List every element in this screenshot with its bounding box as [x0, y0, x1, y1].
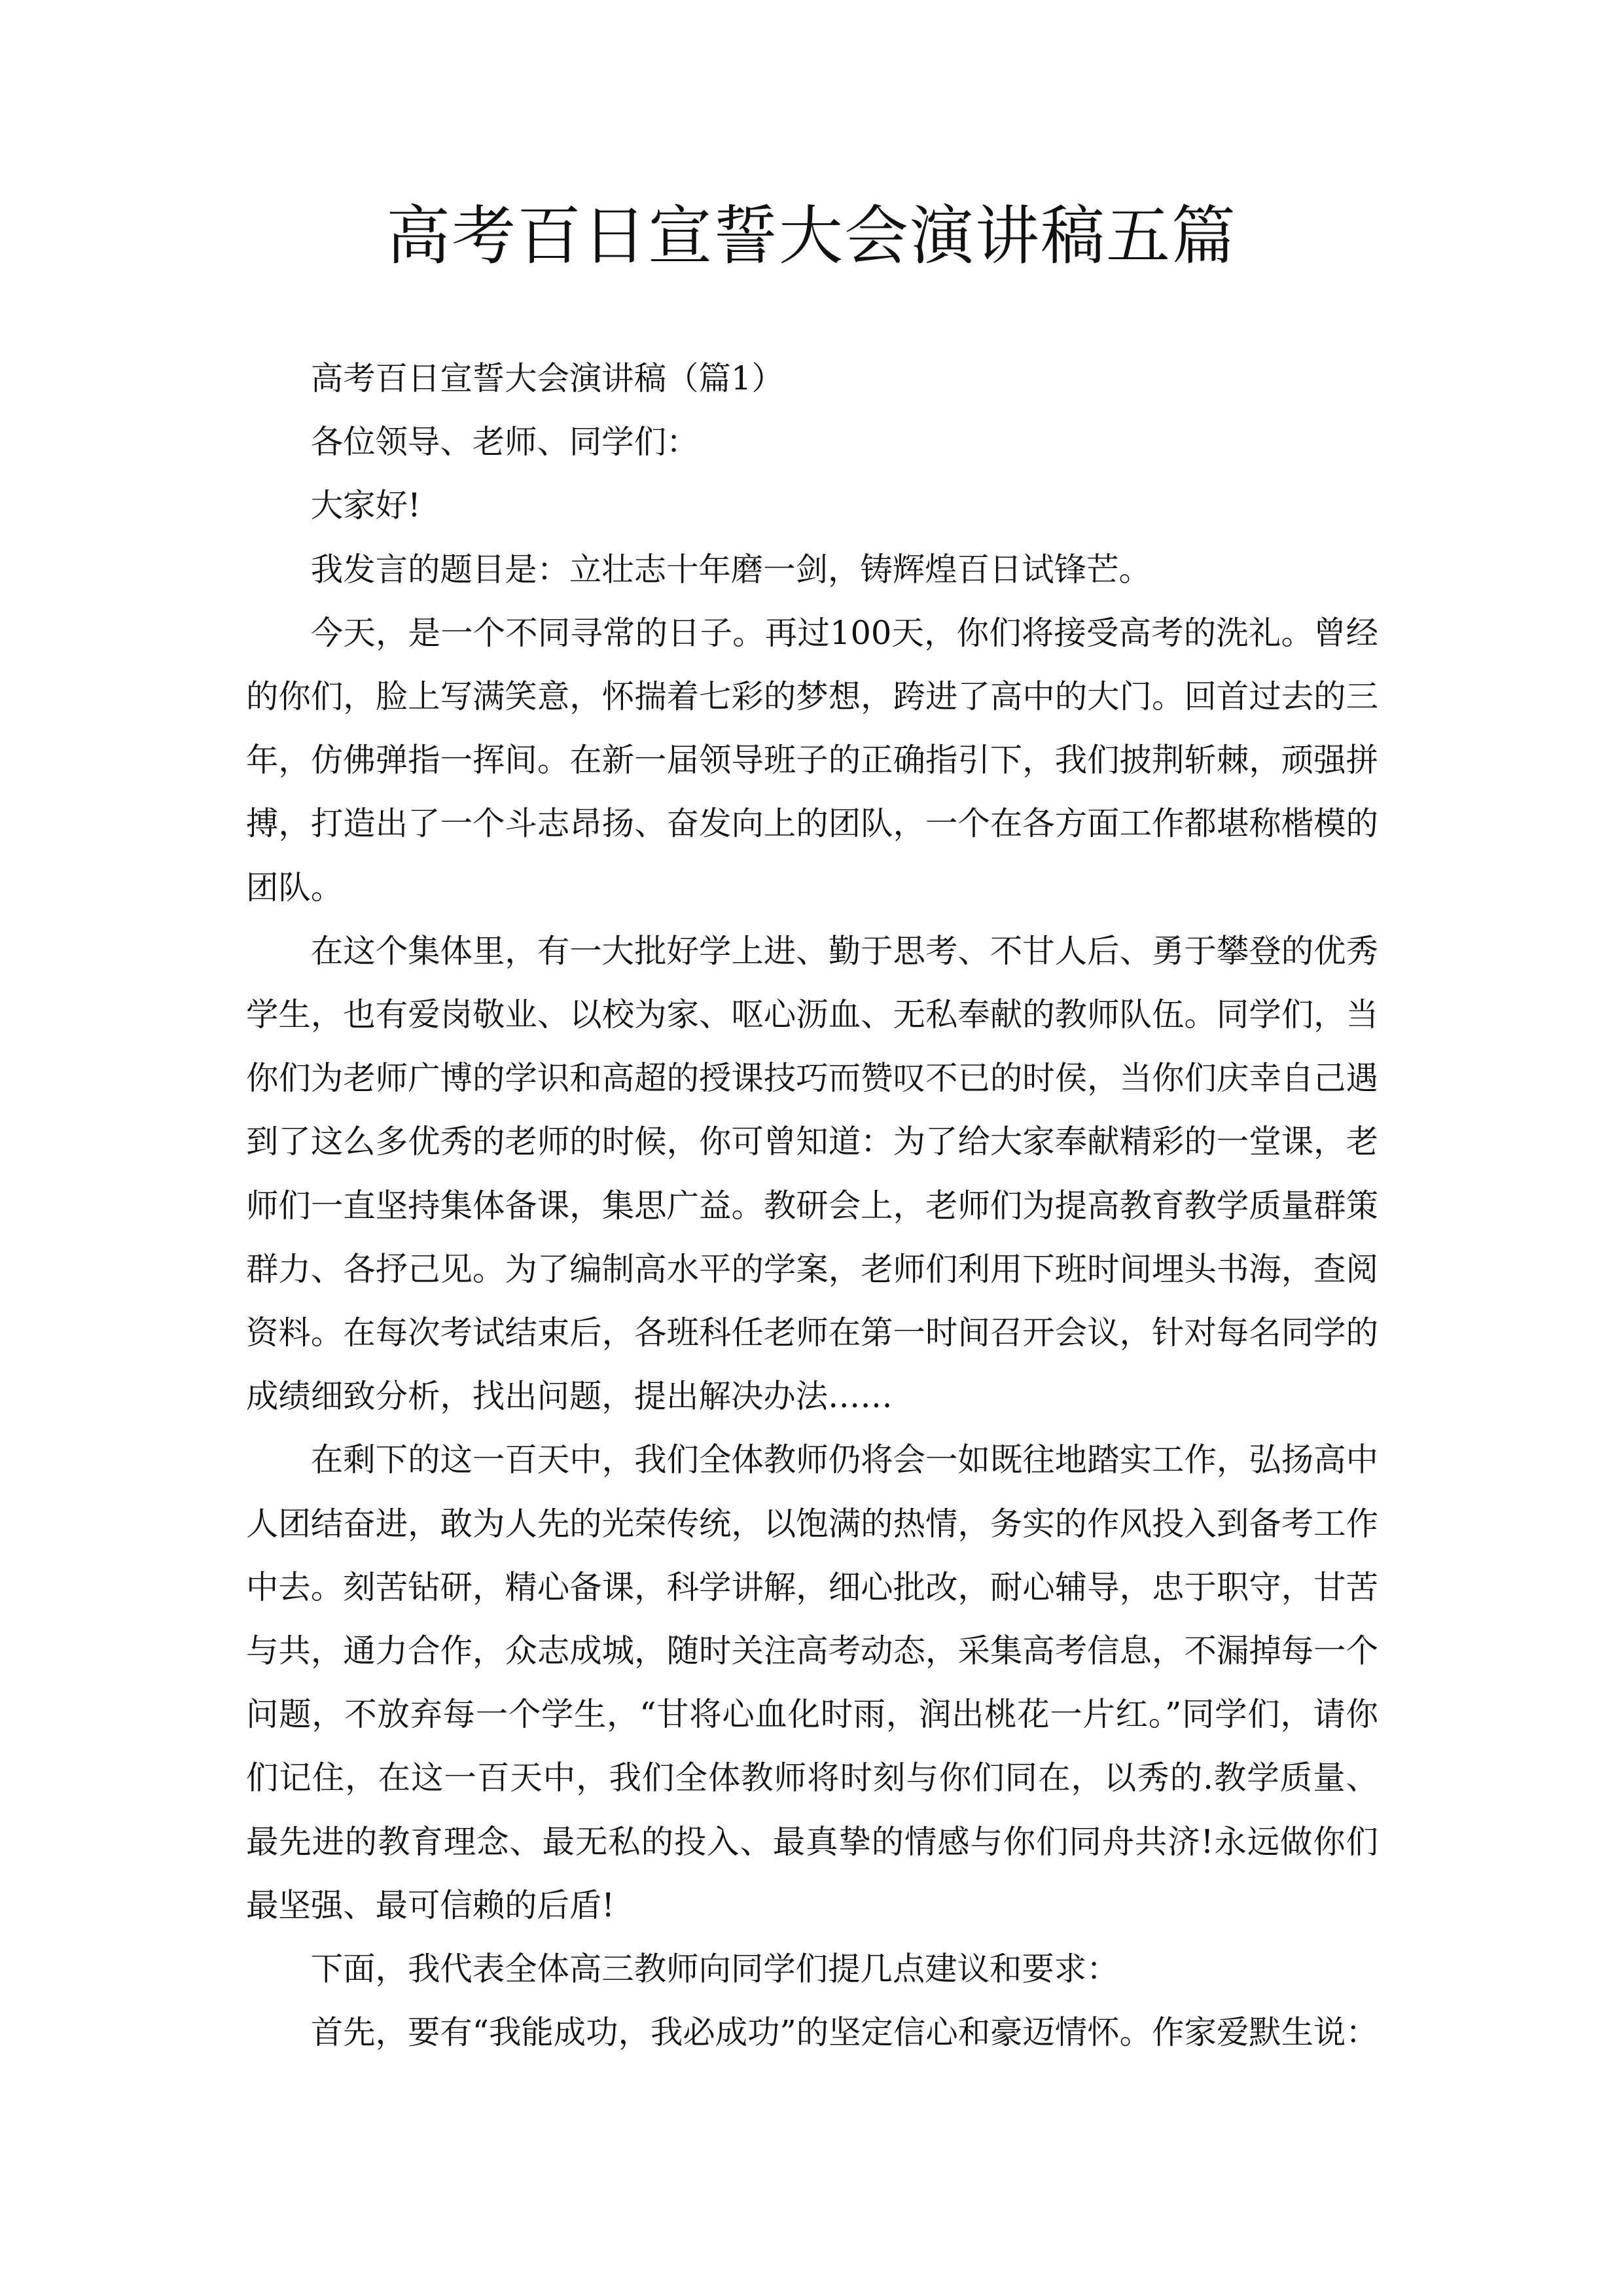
paragraph-heading: 高考百日宣誓大会演讲稿（篇1）	[310, 359, 784, 397]
paragraph: 下面，我代表全体高三教师向同学们提几点建议和要求：	[310, 1950, 1119, 1988]
document-body	[246, 347, 1378, 2064]
paragraph: 在这个集体里，有一大批好学上进、勤于思考、不甘人后、勇于攀登的优秀学生，也有爱岗敬业、以校为家、呕心沥血、无私奉献的教师队伍。同学们，当你们为老师广博的学识和高超的授课技巧而赞叹不已的时侯，当你们庆幸自己遇到了这么多优秀的老师的时候，你可曾知道：为了给大家奉献精彩的一堂课，老师们一直坚持集体备课，集思广益。教研会上，老师们为提高教育教学质量群策群力、各抒己见。为了编制高水平的学案，老师们利用下班时间埋头书海，查阅资料。在每次考试结束后，各班科任老师在第一时间召开会议，针对每名同学的成绩细致分析，找出问题，提出解决办法……	[246, 931, 1378, 1416]
paragraph-salutation: 各位领导、老师、同学们：	[310, 423, 699, 461]
paragraph-topic: 我发言的题目是：立壮志十年磨一剑，铸辉煌百日试锋芒。	[310, 550, 1151, 588]
document-title: 高考百日宣誓大会演讲稿五篇	[385, 199, 1237, 274]
paragraph: 首先，要有“我能成功，我必成功”的坚定信心和豪迈情怀。作家爱默生说：	[310, 2013, 1378, 2052]
paragraph-greeting: 大家好!	[310, 486, 421, 525]
paragraph: 今天，是一个不同寻常的日子。再过100天，你们将接受高考的洗礼。曾经的你们，脸上写满笑意，怀揣着七彩的梦想，跨进了高中的大门。回首过去的三年，仿佛弹指一挥间。在新一届领导班子的正确指引下，我们披荆斩棘，顽强拼搏，打造出了一个斗志昂扬、奋发向上的团队，一个在各方面工作都堪称楷模的团队。	[246, 613, 1378, 906]
paragraph: 在剩下的这一百天中，我们全体教师仍将会一如既往地踏实工作，弘扬高中人团结奋进，敢为人先的光荣传统，以饱满的热情，务实的作风投入到备考工作中去。刻苦钻研，精心备课，科学讲解，细心批改，耐心辅导，忠于职守，甘苦与共，通力合作，众志成城，随时关注高考动态，采集高考信息，不漏掉每一个问题，不放弃每一个学生，“甘将心血化时雨，润出桃花一片红。”同学们，请你们记住，在这一百天中，我们全体教师将时刻与你们同在，以秀的.教学质量、最先进的教育理念、最无私的投入、最真挚的情感与你们同舟共济!永远做你们最坚强、最可信赖的后盾!	[246, 1441, 1378, 1924]
